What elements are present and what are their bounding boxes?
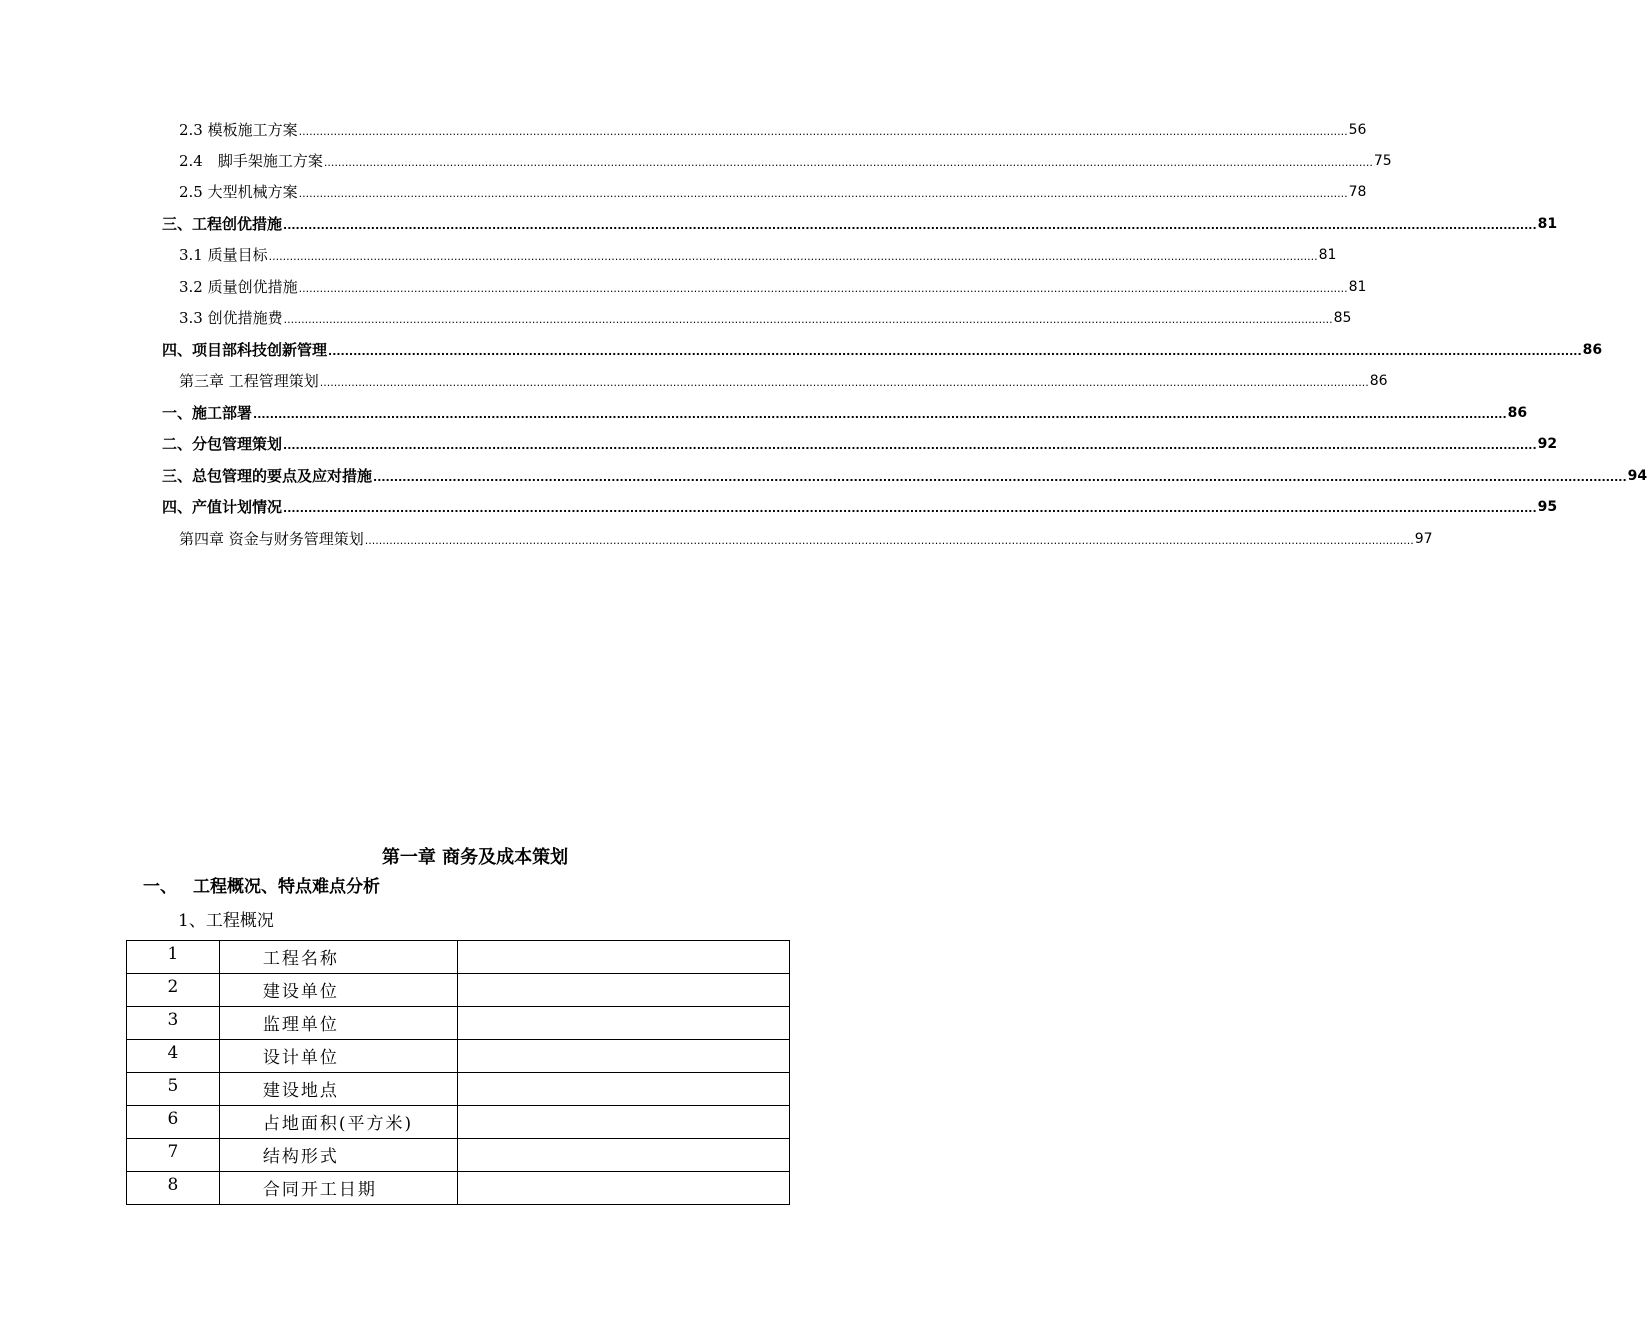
toc-entry-label: 第三章 工程管理策划	[179, 372, 319, 390]
toc-entry-label: 2.3 模板施工方案	[179, 121, 298, 139]
row-value-cell	[457, 1139, 789, 1172]
row-number-cell	[127, 1106, 220, 1139]
toc-leader-dots: ............................................................................................................................................................................................................................................................................................................	[373, 471, 1627, 484]
row-item: 设计单位	[262, 1048, 339, 1068]
toc-leader-dots: ............................................................................................................................................................................................................................................................................................................	[253, 408, 1507, 421]
toc-entry[interactable]	[0, 242, 1337, 264]
toc-entry-page: 86	[1582, 342, 1603, 358]
row-number: 3	[167, 1010, 179, 1030]
toc-entry-label: 一、施工部署	[162, 404, 253, 422]
toc-entry-label: 四、产值计划情况	[162, 498, 283, 516]
toc-entry-page: 86	[1369, 373, 1388, 389]
row-item: 工程名称	[262, 949, 339, 969]
toc-entry-page: 81	[1348, 279, 1367, 295]
toc-entry-label: 四、项目部科技创新管理	[162, 341, 328, 359]
toc-entry-page: 92	[1537, 436, 1558, 452]
row-value-cell	[457, 1073, 789, 1106]
toc-entry-page: 78	[1348, 184, 1367, 200]
table-row	[127, 1007, 790, 1040]
chapter-title: 第一章 商务及成本策划	[381, 847, 569, 868]
toc-leader-dots: ............................................................................................................................................................................................................................................................................................................	[283, 439, 1537, 452]
row-value-cell	[457, 1007, 789, 1040]
toc-entry[interactable]	[0, 117, 1367, 139]
toc-entry[interactable]	[0, 431, 1558, 453]
toc-leader-dots: ............................................................................................................................................................................................................................................................................................................	[283, 219, 1537, 232]
toc-entry-label: 第四章 资金与财务管理策划	[179, 530, 364, 548]
toc-entry[interactable]	[0, 463, 1647, 485]
toc-leader-dots: ............................................................................................................................................................................................................................................................................................................	[298, 282, 1348, 295]
toc-leader-dots: ............................................................................................................................................................................................................................................................................................................	[283, 313, 1333, 326]
toc-entry[interactable]	[0, 494, 1558, 516]
row-number: 7	[167, 1142, 179, 1162]
toc-entry-label: 二、分包管理策划	[162, 435, 283, 453]
toc-entry[interactable]	[0, 274, 1367, 296]
toc-entry-page: 95	[1537, 499, 1558, 515]
row-number: 6	[167, 1109, 179, 1129]
table-row	[127, 1040, 790, 1073]
subsection-title: 1、工程概况	[178, 911, 274, 931]
toc-entry-page: 81	[1537, 216, 1558, 232]
project-overview-table	[126, 940, 790, 1205]
toc-entry-label: 三、工程创优措施	[162, 215, 283, 233]
row-number: 5	[167, 1076, 179, 1096]
toc-entry-page: 86	[1507, 405, 1528, 421]
toc-entry[interactable]	[0, 526, 1433, 548]
toc-entry-page: 81	[1318, 247, 1337, 263]
row-item-cell	[219, 1073, 457, 1106]
toc-entry[interactable]	[0, 148, 1392, 170]
toc-entry[interactable]	[0, 368, 1388, 390]
row-number: 1	[167, 944, 179, 964]
row-number-cell	[127, 1172, 220, 1205]
table-row	[127, 1139, 790, 1172]
row-item: 合同开工日期	[262, 1180, 377, 1200]
toc-entry-label: 三、总包管理的要点及应对措施	[162, 467, 373, 485]
toc-entry-page: 94	[1627, 468, 1647, 484]
row-number-cell	[127, 941, 220, 974]
row-item: 监理单位	[262, 1015, 339, 1035]
row-number: 2	[167, 977, 179, 997]
toc-entry-page: 56	[1348, 122, 1367, 138]
toc-leader-dots: ............................................................................................................................................................................................................................................................................................................	[283, 502, 1537, 515]
toc-entry-label: 3.2 质量创优措施	[179, 278, 298, 296]
row-number: 8	[167, 1175, 179, 1195]
row-item: 建设单位	[262, 982, 339, 1002]
toc-entry[interactable]	[0, 337, 1603, 359]
row-item-cell	[219, 1172, 457, 1205]
toc-entry-label: 3.3 创优措施费	[179, 309, 283, 327]
toc-entry[interactable]	[0, 179, 1367, 201]
row-item-cell	[219, 941, 457, 974]
row-item-cell	[219, 1106, 457, 1139]
section-title	[143, 872, 380, 897]
section-title-text: 工程概况、特点难点分析	[193, 877, 380, 897]
toc-leader-dots: ............................................................................................................................................................................................................................................................................................................	[319, 376, 1369, 389]
toc-entry[interactable]	[0, 400, 1528, 422]
toc-entry-label: 2.5 大型机械方案	[179, 183, 298, 201]
row-item-cell	[219, 1007, 457, 1040]
table-row	[127, 1073, 790, 1106]
row-number-cell	[127, 1007, 220, 1040]
toc-leader-dots: ............................................................................................................................................................................................................................................................................................................	[323, 156, 1373, 169]
toc-leader-dots: ............................................................................................................................................................................................................................................................................................................	[298, 187, 1348, 200]
row-number-cell	[127, 1040, 220, 1073]
row-number-cell	[127, 1139, 220, 1172]
row-value-cell	[457, 941, 789, 974]
toc-leader-dots: ............................................................................................................................................................................................................................................................................................................	[364, 534, 1414, 547]
toc-entry-label: 3.1 质量目标	[179, 246, 268, 264]
toc-entry[interactable]	[0, 211, 1558, 233]
table-row	[127, 974, 790, 1007]
row-item: 建设地点	[262, 1081, 339, 1101]
row-number-cell	[127, 974, 220, 1007]
toc-entry-label: 2.4 脚手架施工方案	[179, 152, 323, 170]
row-number: 4	[167, 1043, 179, 1063]
row-item-cell	[219, 1040, 457, 1073]
row-item-cell	[219, 1139, 457, 1172]
section-number: 一、	[143, 877, 177, 897]
table-row	[127, 1106, 790, 1139]
row-value-cell	[457, 1040, 789, 1073]
toc-leader-dots: ............................................................................................................................................................................................................................................................................................................	[268, 250, 1318, 263]
toc-entry[interactable]	[0, 305, 1352, 327]
row-value-cell	[457, 1106, 789, 1139]
row-item: 结构形式	[262, 1147, 339, 1167]
toc-entry-page: 75	[1373, 153, 1392, 169]
row-item: 占地面积(平方米)	[262, 1114, 414, 1134]
toc-entry-page: 85	[1333, 310, 1352, 326]
toc-entry-page: 97	[1414, 531, 1433, 547]
row-item-cell	[219, 974, 457, 1007]
row-value-cell	[457, 974, 789, 1007]
toc-leader-dots: ............................................................................................................................................................................................................................................................................................................	[298, 125, 1348, 138]
table-row	[127, 941, 790, 974]
row-value-cell	[457, 1172, 789, 1205]
toc-leader-dots: ............................................................................................................................................................................................................................................................................................................	[328, 345, 1582, 358]
table-row	[127, 1172, 790, 1205]
row-number-cell	[127, 1073, 220, 1106]
